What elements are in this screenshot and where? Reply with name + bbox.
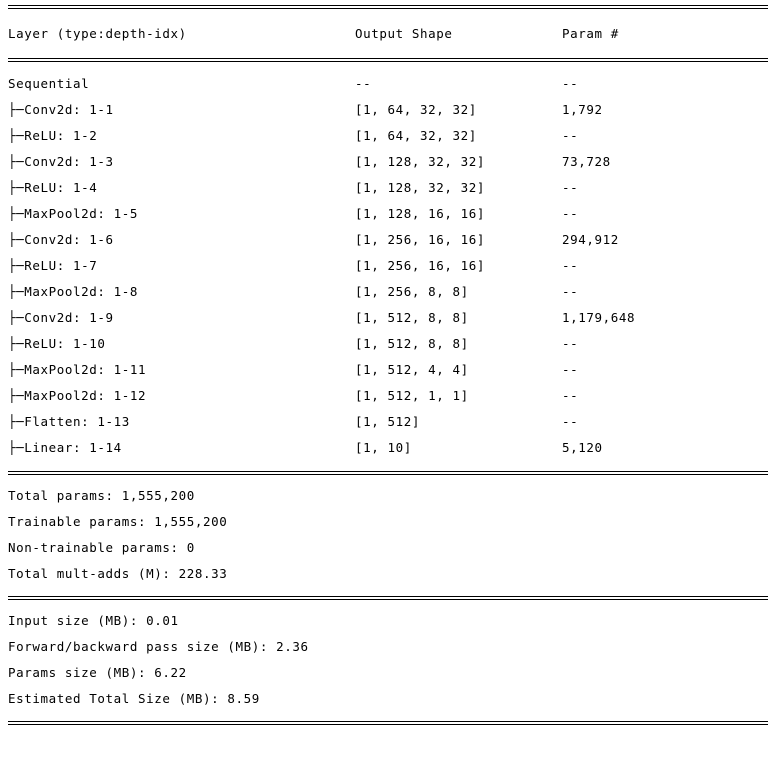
cell-param: 73,728 bbox=[562, 154, 611, 169]
table-row bbox=[8, 435, 773, 461]
table-header bbox=[8, 9, 773, 58]
cell-param: -- bbox=[562, 388, 579, 403]
cell-param: -- bbox=[562, 180, 579, 195]
params-summary bbox=[8, 475, 773, 596]
cell-shape: [1, 512] bbox=[355, 414, 421, 429]
cell-layer: ├─MaxPool2d: 1-11 bbox=[8, 362, 147, 377]
table-row bbox=[8, 383, 773, 409]
table-row bbox=[8, 253, 773, 279]
cell-shape: [1, 64, 32, 32] bbox=[355, 102, 477, 117]
cell-layer: ├─MaxPool2d: 1-5 bbox=[8, 206, 139, 221]
cell-param: 1,792 bbox=[562, 102, 603, 117]
cell-layer: ├─Conv2d: 1-1 bbox=[8, 102, 114, 117]
cell-shape: [1, 512, 8, 8] bbox=[355, 310, 469, 325]
trainable-params: Trainable params: 1,555,200 bbox=[8, 514, 228, 529]
divider-bottom bbox=[8, 721, 768, 725]
cell-shape: -- bbox=[355, 76, 372, 91]
cell-param: 5,120 bbox=[562, 440, 603, 455]
cell-shape: [1, 256, 8, 8] bbox=[355, 284, 469, 299]
cell-layer: ├─Conv2d: 1-6 bbox=[8, 232, 114, 247]
cell-layer: Sequential bbox=[8, 76, 90, 91]
non-trainable-params: Non-trainable params: 0 bbox=[8, 540, 195, 555]
cell-layer: ├─ReLU: 1-2 bbox=[8, 128, 98, 143]
params-size: Params size (MB): 6.22 bbox=[8, 665, 187, 680]
cell-param: -- bbox=[562, 414, 579, 429]
cell-param: 1,179,648 bbox=[562, 310, 636, 325]
table-row bbox=[8, 305, 773, 331]
table-body bbox=[8, 62, 773, 471]
forward-backward-size: Forward/backward pass size (MB): 2.36 bbox=[8, 639, 309, 654]
table-row bbox=[8, 227, 773, 253]
header-param: Param # bbox=[562, 26, 619, 41]
header-layer: Layer (type:depth-idx) bbox=[8, 26, 187, 41]
input-size: Input size (MB): 0.01 bbox=[8, 613, 179, 628]
cell-shape: [1, 10] bbox=[355, 440, 412, 455]
cell-shape: [1, 512, 4, 4] bbox=[355, 362, 469, 377]
header-output-shape: Output Shape bbox=[355, 26, 453, 41]
total-params: Total params: 1,555,200 bbox=[8, 488, 195, 503]
cell-layer: ├─ReLU: 1-10 bbox=[8, 336, 106, 351]
size-summary bbox=[8, 600, 773, 721]
table-row bbox=[8, 123, 773, 149]
table-row bbox=[8, 279, 773, 305]
cell-param: 294,912 bbox=[562, 232, 619, 247]
cell-param: -- bbox=[562, 76, 579, 91]
table-row bbox=[8, 97, 773, 123]
cell-shape: [1, 128, 32, 32] bbox=[355, 180, 486, 195]
cell-param: -- bbox=[562, 284, 579, 299]
cell-layer: ├─ReLU: 1-7 bbox=[8, 258, 98, 273]
cell-layer: ├─Conv2d: 1-9 bbox=[8, 310, 114, 325]
table-header-row bbox=[8, 21, 773, 47]
cell-layer: ├─MaxPool2d: 1-12 bbox=[8, 388, 147, 403]
table-row bbox=[8, 71, 773, 97]
cell-layer: ├─Linear: 1-14 bbox=[8, 440, 122, 455]
cell-layer: ├─Flatten: 1-13 bbox=[8, 414, 130, 429]
cell-shape: [1, 128, 16, 16] bbox=[355, 206, 486, 221]
table-row bbox=[8, 149, 773, 175]
table-row bbox=[8, 201, 773, 227]
cell-layer: ├─ReLU: 1-4 bbox=[8, 180, 98, 195]
cell-shape: [1, 128, 32, 32] bbox=[355, 154, 486, 169]
cell-shape: [1, 512, 1, 1] bbox=[355, 388, 469, 403]
cell-shape: [1, 512, 8, 8] bbox=[355, 336, 469, 351]
table-row bbox=[8, 409, 773, 435]
cell-param: -- bbox=[562, 258, 579, 273]
cell-param: -- bbox=[562, 206, 579, 221]
cell-shape: [1, 64, 32, 32] bbox=[355, 128, 477, 143]
cell-param: -- bbox=[562, 362, 579, 377]
cell-layer: ├─Conv2d: 1-3 bbox=[8, 154, 114, 169]
cell-param: -- bbox=[562, 128, 579, 143]
total-mult-adds: Total mult-adds (M): 228.33 bbox=[8, 566, 228, 581]
cell-layer: ├─MaxPool2d: 1-8 bbox=[8, 284, 139, 299]
table-row bbox=[8, 357, 773, 383]
estimated-total-size: Estimated Total Size (MB): 8.59 bbox=[8, 691, 260, 706]
table-row bbox=[8, 175, 773, 201]
cell-shape: [1, 256, 16, 16] bbox=[355, 232, 486, 247]
cell-shape: [1, 256, 16, 16] bbox=[355, 258, 486, 273]
table-row bbox=[8, 331, 773, 357]
cell-param: -- bbox=[562, 336, 579, 351]
